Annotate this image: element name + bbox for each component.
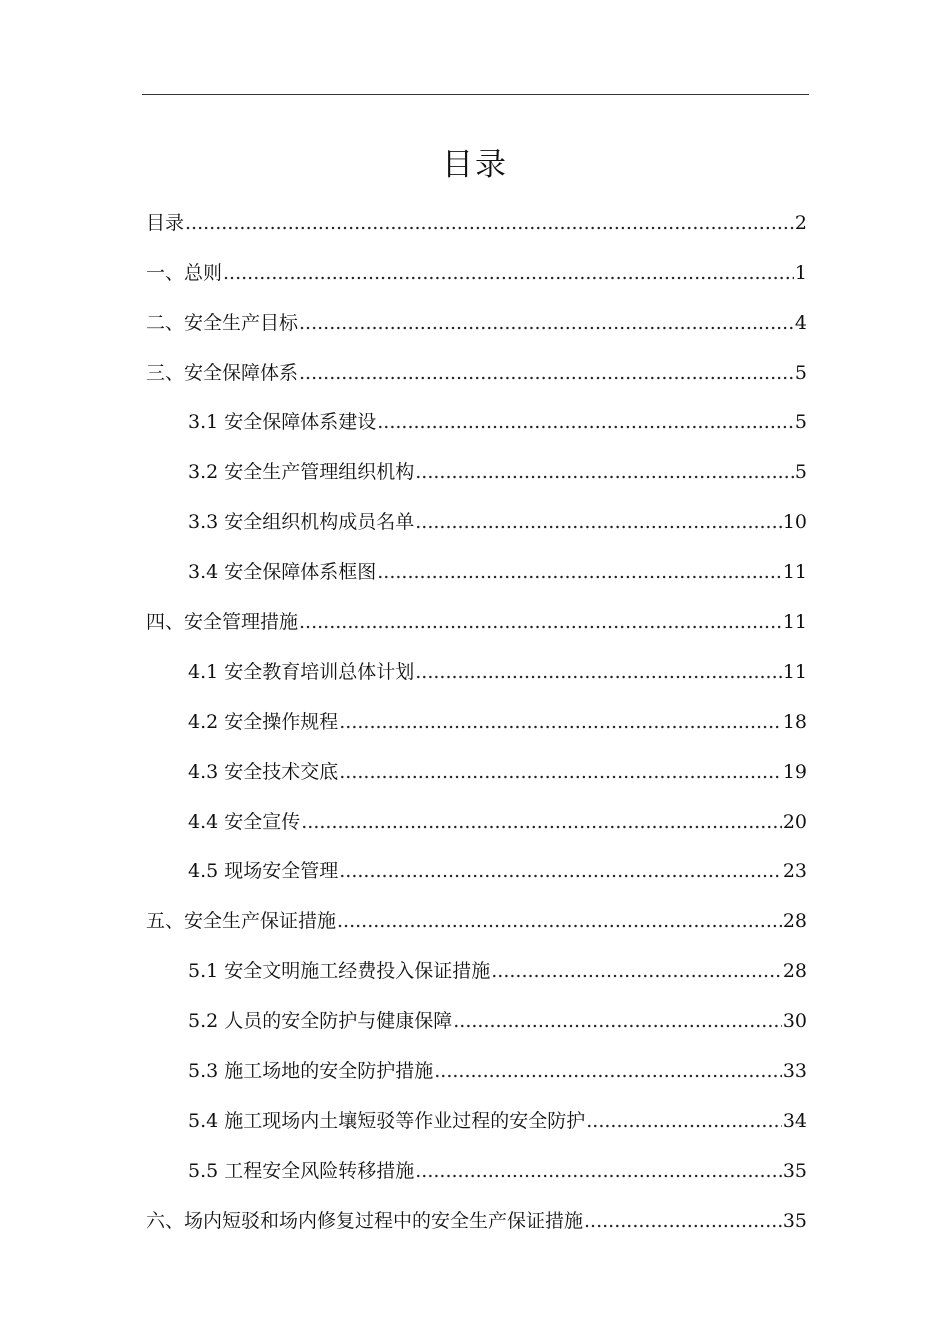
toc-entry[interactable] (146, 497, 807, 547)
toc-entry[interactable] (146, 896, 807, 946)
toc-entry-label: 3.2 安全生产管理组织机构 (188, 461, 415, 484)
toc-dot-leader (415, 648, 782, 697)
toc-entry-label: 5.4 施工现场内土壤短驳等作业过程的安全防护 (188, 1109, 586, 1132)
toc-dot-leader (301, 798, 782, 847)
toc-list (146, 198, 807, 1246)
toc-entry[interactable] (146, 1196, 807, 1246)
toc-entry-label: 5.3 施工场地的安全防护措施 (188, 1060, 434, 1083)
toc-dot-leader (377, 548, 782, 597)
toc-dot-leader (223, 249, 794, 298)
toc-entry[interactable] (146, 946, 807, 996)
toc-entry-page-number: 11 (782, 660, 807, 683)
toc-entry-page-number: 35 (782, 1159, 807, 1182)
toc-entry-page-number: 4 (794, 311, 807, 334)
toc-entry[interactable] (146, 248, 807, 298)
toc-entry[interactable] (146, 747, 807, 797)
toc-entry[interactable] (146, 298, 807, 348)
toc-entry-label: 二、安全生产目标 (146, 311, 299, 334)
toc-entry-label: 4.1 安全教育培训总体计划 (188, 660, 415, 683)
toc-dot-leader (339, 698, 782, 747)
toc-dot-leader (339, 847, 782, 896)
toc-entry[interactable] (146, 996, 807, 1046)
toc-dot-leader (586, 1097, 782, 1146)
toc-dot-leader (299, 598, 782, 647)
toc-entry-label: 三、安全保障体系 (146, 361, 299, 384)
toc-dot-leader (185, 199, 794, 248)
toc-entry[interactable] (146, 1146, 807, 1196)
toc-entry-page-number: 10 (782, 511, 807, 534)
toc-entry-page-number: 35 (782, 1209, 807, 1232)
toc-entry-label: 4.5 现场安全管理 (188, 860, 339, 883)
toc-entry-page-number: 28 (782, 910, 807, 933)
toc-dot-leader (337, 897, 782, 946)
toc-entry[interactable] (146, 847, 807, 897)
toc-entry-label: 4.2 安全操作规程 (188, 710, 339, 733)
toc-entry-page-number: 1 (794, 261, 807, 284)
toc-entry-page-number: 5 (794, 411, 807, 434)
toc-entry[interactable] (146, 547, 807, 597)
toc-entry-page-number: 33 (782, 1060, 807, 1083)
toc-entry-label: 四、安全管理措施 (146, 611, 299, 634)
toc-entry-label: 3.1 安全保障体系建设 (188, 411, 377, 434)
toc-entry[interactable] (146, 198, 807, 248)
toc-entry-page-number: 11 (782, 561, 807, 584)
toc-entry-page-number: 20 (782, 810, 807, 833)
toc-dot-leader (299, 349, 794, 398)
toc-entry-page-number: 28 (782, 960, 807, 983)
toc-entry-page-number: 34 (782, 1109, 807, 1132)
toc-entry[interactable] (146, 597, 807, 647)
toc-entry[interactable] (146, 447, 807, 497)
toc-entry[interactable] (146, 398, 807, 448)
toc-entry-label: 目录 (146, 211, 185, 234)
toc-dot-leader (339, 748, 782, 797)
toc-entry-page-number: 5 (794, 461, 807, 484)
header-rule (142, 94, 809, 95)
toc-entry[interactable] (146, 1096, 807, 1146)
toc-dot-leader (415, 1147, 782, 1196)
toc-dot-leader (491, 947, 782, 996)
toc-dot-leader (453, 997, 782, 1046)
toc-entry-label: 六、场内短驳和场内修复过程中的安全生产保证措施 (146, 1209, 584, 1232)
toc-dot-leader (434, 1047, 782, 1096)
toc-entry[interactable] (146, 1046, 807, 1096)
toc-entry-label: 4.3 安全技术交底 (188, 760, 339, 783)
toc-entry-page-number: 2 (794, 211, 807, 234)
toc-entry-page-number: 11 (782, 611, 807, 634)
toc-dot-leader (584, 1197, 782, 1246)
toc-dot-leader (415, 448, 794, 497)
toc-entry-label: 5.5 工程安全风险转移措施 (188, 1159, 415, 1182)
toc-entry-label: 5.1 安全文明施工经费投入保证措施 (188, 960, 491, 983)
toc-entry[interactable] (146, 348, 807, 398)
toc-entry-label: 3.4 安全保障体系框图 (188, 561, 377, 584)
toc-entry[interactable] (146, 697, 807, 747)
toc-entry-label: 一、总则 (146, 261, 223, 284)
toc-entry-label: 3.3 安全组织机构成员名单 (188, 511, 415, 534)
toc-entry[interactable] (146, 647, 807, 697)
toc-entry-page-number: 18 (782, 710, 807, 733)
toc-entry[interactable] (146, 797, 807, 847)
toc-dot-leader (299, 299, 794, 348)
toc-dot-leader (377, 398, 794, 447)
toc-entry-page-number: 5 (794, 361, 807, 384)
toc-title: 目录 (442, 147, 508, 183)
toc-entry-page-number: 30 (782, 1010, 807, 1033)
toc-entry-page-number: 19 (782, 760, 807, 783)
toc-entry-page-number: 23 (782, 860, 807, 883)
toc-entry-label: 五、安全生产保证措施 (146, 910, 337, 933)
toc-entry-label: 4.4 安全宣传 (188, 810, 301, 833)
toc-dot-leader (415, 498, 782, 547)
toc-entry-label: 5.2 人员的安全防护与健康保障 (188, 1010, 453, 1033)
